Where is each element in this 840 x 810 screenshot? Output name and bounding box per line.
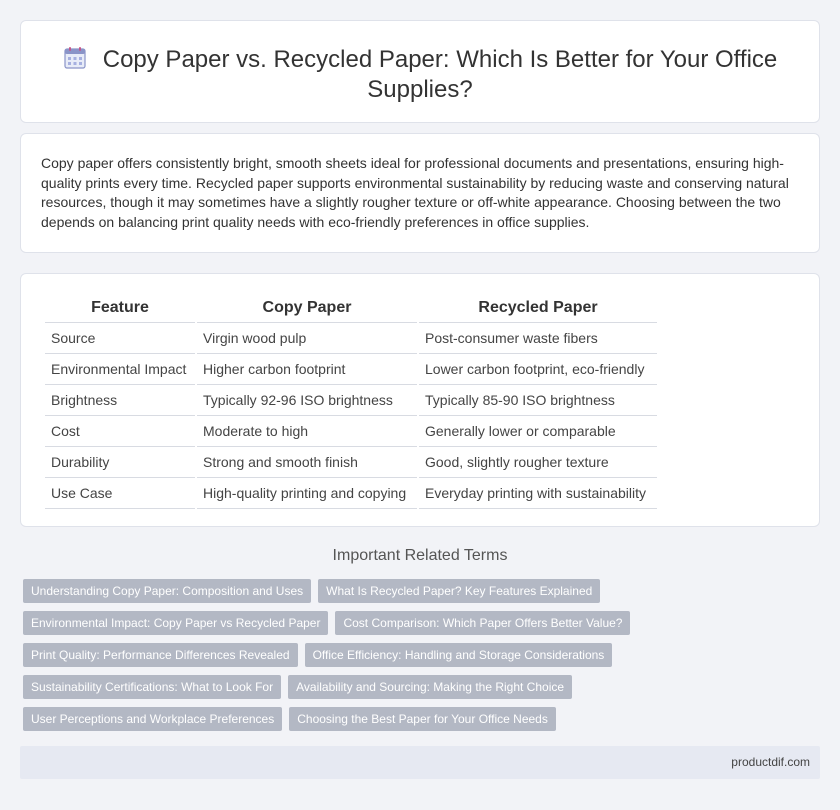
related-term-link[interactable]: Choosing the Best Paper for Your Office Needs xyxy=(289,707,556,731)
table-header-feature: Feature xyxy=(45,294,195,323)
comparison-table xyxy=(43,294,659,509)
table-cell-feature: Use Case xyxy=(45,478,195,509)
comparison-table-card xyxy=(20,273,820,527)
table-cell-feature: Source xyxy=(45,323,195,354)
table-cell-copy: Higher carbon footprint xyxy=(197,354,417,385)
table-cell-recycled: Everyday printing with sustainability xyxy=(419,478,657,509)
table-row xyxy=(45,354,657,385)
tag-row xyxy=(23,675,820,699)
table-row xyxy=(45,447,657,478)
intro-card xyxy=(20,133,820,253)
page-title-wrap xyxy=(21,45,819,105)
related-term-link[interactable]: What Is Recycled Paper? Key Features Explained xyxy=(318,579,600,603)
table-cell-recycled: Typically 85-90 ISO brightness xyxy=(419,385,657,416)
related-term-link[interactable]: Office Efficiency: Handling and Storage Considerations xyxy=(305,643,613,667)
table-cell-copy: Strong and smooth finish xyxy=(197,447,417,478)
table-cell-feature: Brightness xyxy=(45,385,195,416)
related-term-link[interactable]: Environmental Impact: Copy Paper vs Recycled Paper xyxy=(23,611,328,635)
table-header-copy-paper: Copy Paper xyxy=(197,294,417,323)
title-card xyxy=(20,20,820,123)
table-cell-copy: Moderate to high xyxy=(197,416,417,447)
tag-row xyxy=(23,643,820,667)
page-title: Copy Paper vs. Recycled Paper: Which Is Better for Your Office Supplies? xyxy=(102,46,778,103)
related-terms-list xyxy=(23,579,820,739)
related-term-link[interactable]: Cost Comparison: Which Paper Offers Better Value? xyxy=(335,611,630,635)
table-header-row xyxy=(45,294,657,323)
related-term-link[interactable]: Sustainability Certifications: What to Look For xyxy=(23,675,281,699)
related-term-link[interactable]: Understanding Copy Paper: Composition and Uses xyxy=(23,579,311,603)
table-row xyxy=(45,385,657,416)
calendar-icon xyxy=(63,46,87,70)
table-cell-feature: Environmental Impact xyxy=(45,354,195,385)
table-row xyxy=(45,323,657,354)
related-term-link[interactable]: User Perceptions and Workplace Preferences xyxy=(23,707,282,731)
footer xyxy=(20,746,820,779)
table-cell-copy: Typically 92-96 ISO brightness xyxy=(197,385,417,416)
tag-row xyxy=(23,579,820,603)
table-cell-feature: Durability xyxy=(45,447,195,478)
related-term-link[interactable]: Availability and Sourcing: Making the Right Choice xyxy=(288,675,572,699)
table-row xyxy=(45,416,657,447)
tag-row xyxy=(23,611,820,635)
table-cell-recycled: Generally lower or comparable xyxy=(419,416,657,447)
table-cell-recycled: Good, slightly rougher texture xyxy=(419,447,657,478)
table-cell-recycled: Post-consumer waste fibers xyxy=(419,323,657,354)
table-cell-recycled: Lower carbon footprint, eco-friendly xyxy=(419,354,657,385)
tag-row xyxy=(23,707,820,731)
intro-paragraph: Copy paper offers consistently bright, smooth sheets ideal for professional documents and presentations, ensuring high-quality prints every time. Recycled paper supports environmental sustainability by reducing waste and conserving natural resources, though it may sometimes have a slightly rougher texture or off-white appearance. Choosing between the two depends on balancing print quality needs with eco-friendly preferences in office supplies. xyxy=(41,155,789,230)
related-term-link[interactable]: Print Quality: Performance Differences Revealed xyxy=(23,643,298,667)
table-cell-copy: Virgin wood pulp xyxy=(197,323,417,354)
footer-site-name: productdif.com xyxy=(731,755,810,769)
related-terms-heading: Important Related Terms xyxy=(332,547,508,564)
table-cell-feature: Cost xyxy=(45,416,195,447)
table-row xyxy=(45,478,657,509)
table-header-recycled-paper: Recycled Paper xyxy=(419,294,657,323)
table-cell-copy: High-quality printing and copying xyxy=(197,478,417,509)
